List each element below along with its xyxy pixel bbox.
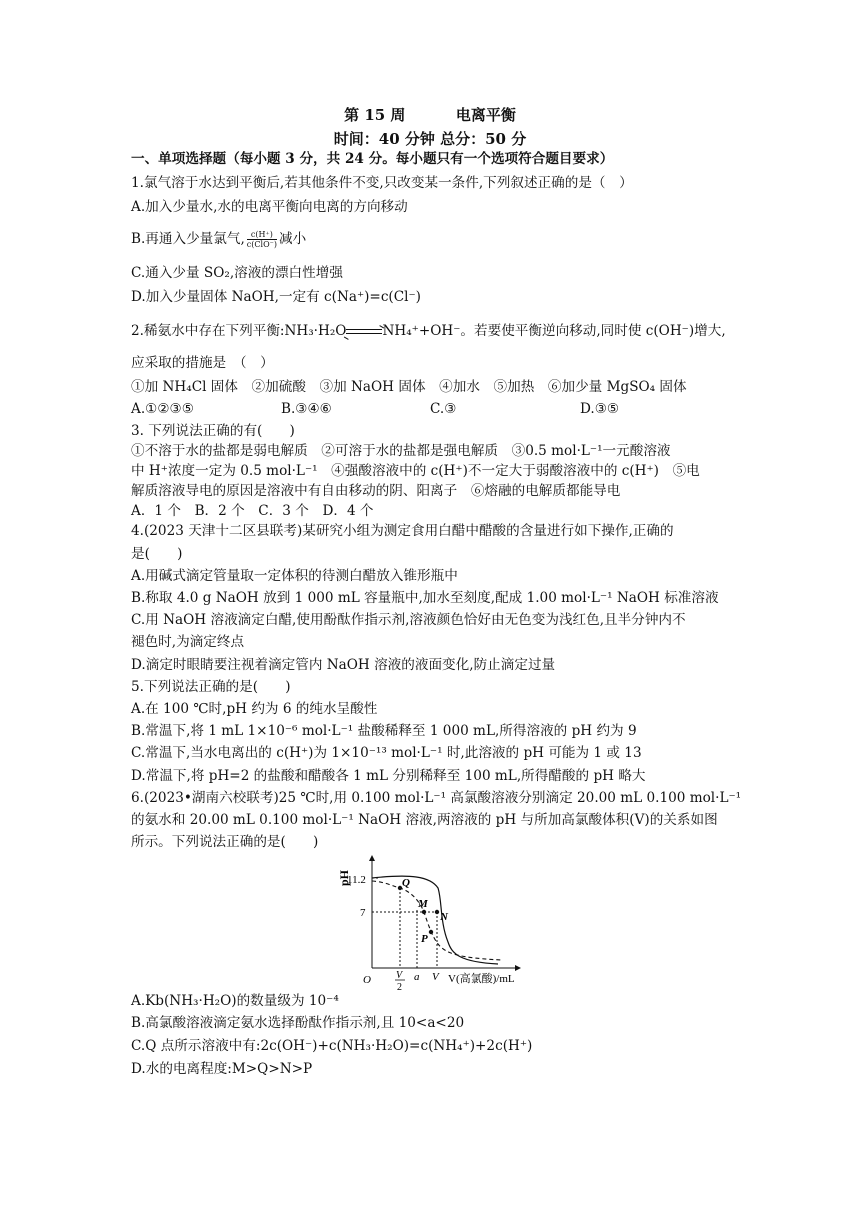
x-tick-v: V — [432, 971, 439, 983]
label-m: M — [418, 898, 428, 910]
label-n: N — [440, 911, 448, 923]
point-p — [429, 930, 433, 934]
q4-option-c-2: 褪色时,为滴定终点 — [131, 634, 245, 650]
q5-option-b: B.常温下,将 1 mL 1×10⁻⁶ mol·L⁻¹ 盐酸稀释至 1 000 mL,所得溶液的 pH 约为 9 — [131, 723, 637, 739]
equilibrium-arrow-icon — [346, 328, 382, 336]
q3-stem: 3. 下列说法正确的有( ) — [131, 423, 295, 439]
q1-option-a: A.加入少量水,水的电离平衡向电离的方向移动 — [131, 199, 408, 215]
q2-stem-pre: 2.稀氨水中存在下列平衡:NH₃·H₂O — [131, 323, 347, 339]
q3-line-1: ①不溶于水的盐都是弱电解质 ②可溶于水的盐都是强电解质 ③0.5 mol·L⁻¹一元酸溶液 — [131, 443, 671, 459]
x-tick-v-half-den: 2 — [397, 982, 402, 993]
q3-line-3: 解质溶液导电的原因是溶液中有自由移动的阴、阳离子 ⑥熔融的电解质都能导电 — [131, 483, 621, 499]
section-heading: 一、单项选择题（每小题 3 分，共 24 分。每小题只有一个选项符合题目要求） — [131, 151, 614, 167]
q1-option-b — [131, 230, 306, 249]
q4-option-d: D.滴定时眼睛要注视着滴定管内 NaOH 溶液的液面变化,防止滴定过量 — [131, 657, 556, 673]
label-p: P — [421, 933, 428, 945]
page-subtitle: 时间：40 分钟 总分：50 分 — [333, 130, 527, 148]
q2-stem — [131, 322, 726, 340]
q1-fraction-den: c(ClO⁻) — [246, 240, 277, 249]
q6-option-b: B.高氯酸溶液滴定氨水选择酚酞作指示剂,且 10<a<20 — [131, 1015, 465, 1031]
q1-option-c: C.通入少量 SO₂,溶液的漂白性增强 — [131, 265, 343, 281]
origin-label: O — [363, 974, 371, 986]
x-axis-label: V(高氯酸)/mL — [448, 973, 515, 985]
q6-option-d: D.水的电离程度:M>Q>N>P — [131, 1061, 313, 1077]
q5-stem: 5.下列说法正确的是( ) — [131, 679, 291, 695]
q2-option-a: A.①②③⑤ — [131, 401, 194, 417]
q4-option-b: B.称取 4.0 g NaOH 放到 1 000 mL 容量瓶中,加水至刻度,配成 1.00 mol·L⁻¹ NaOH 标准溶液 — [131, 590, 719, 606]
q6-option-a: A.Kb(NH₃·H₂O)的数量级为 10⁻⁴ — [131, 993, 339, 1009]
q2-option-d: D.③⑤ — [580, 401, 620, 417]
q5-option-a: A.在 100 ℃时,pH 约为 6 的纯水呈酸性 — [131, 701, 378, 717]
q2-stem-2: 应采取的措施是 （ ） — [131, 355, 274, 371]
x-tick-a: a — [414, 971, 420, 983]
q1-stem: 1.氯气溶于水达到平衡后,若其他条件不变,只改变某一条件,下列叙述正确的是（ ） — [131, 175, 633, 191]
q2-list: ①加 NH₄Cl 固体 ②加硫酸 ③加 NaOH 固体 ④加水 ⑤加热 ⑥加少量 MgSO₄ 固体 — [131, 379, 687, 395]
q6-stem-3: 所示。下列说法正确的是( ) — [131, 834, 319, 850]
x-tick-v-half-num: V — [396, 970, 403, 981]
q2-stem-post: NH₄⁺+OH⁻。若要使平衡逆向移动,同时使 c(OH⁻)增大, — [382, 323, 726, 339]
page-title — [0, 104, 860, 125]
label-q: Q — [402, 877, 410, 889]
title-topic: 电离平衡 — [455, 106, 516, 124]
title-week: 第 15 周 — [344, 106, 406, 124]
point-n — [435, 910, 439, 914]
point-m — [422, 910, 426, 914]
titration-curve-figure — [320, 850, 540, 995]
q3-options: A．1 个 B．2 个 C．3 个 D．4 个 — [131, 503, 374, 519]
q5-option-c: C.常温下,当水电离出的 c(H⁺)为 1×10⁻¹³ mol·L⁻¹ 时,此溶液的 pH 可能为 1 或 13 — [131, 745, 642, 761]
q6-stem-1: 6.(2023•湖南六校联考)25 ℃时,用 0.100 mol·L⁻¹ 高氯酸溶液分别滴定 20.00 mL 0.100 mol·L⁻¹ — [131, 790, 742, 806]
q1-option-b-tail: 减小 — [278, 231, 307, 247]
q4-stem-2: 是( ) — [131, 546, 183, 562]
y-tick-11-2: 11.2 — [347, 874, 366, 886]
q1-fraction — [247, 230, 277, 249]
y-tick-7: 7 — [360, 907, 366, 919]
q4-stem-1: 4.(2023 天津十二区县联考)某研究小组为测定食用白醋中醋酸的含量进行如下操作,正确的 — [131, 523, 674, 539]
y-axis-label: pH — [337, 869, 351, 886]
q1-fraction-num: c(H⁺) — [247, 230, 277, 240]
q6-option-c: C.Q 点所示溶液中有:2c(OH⁻)+c(NH₃·H₂O)=c(NH₄⁺)+2c(H⁺) — [131, 1038, 533, 1054]
q4-option-a: A.用碱式滴定管量取一定体积的待测白醋放入锥形瓶中 — [131, 568, 458, 584]
q3-line-2: 中 H⁺浓度一定为 0.5 mol·L⁻¹ ④强酸溶液中的 c(H⁺)不一定大于弱酸溶液中的 c(H⁺) ⑤电 — [131, 463, 700, 479]
q5-option-d: D.常温下,将 pH=2 的盐酸和醋酸各 1 mL 分别稀释至 100 mL,所得醋酸的 pH 略大 — [131, 768, 646, 784]
q4-option-c-1: C.用 NaOH 溶液滴定白醋,使用酚酞作指示剂,溶液颜色恰好由无色变为浅红色,且半分钟内不 — [131, 612, 686, 628]
q1-option-b-text: B.再通入少量氯气, — [131, 231, 245, 247]
q6-stem-2: 的氨水和 20.00 mL 0.100 mol·L⁻¹ NaOH 溶液,两溶液的 pH 与所加高氯酸体积(V)的关系如图 — [131, 812, 718, 828]
q2-option-b: B.③④⑥ — [281, 401, 332, 417]
q2-option-c: C.③ — [430, 401, 457, 417]
q1-option-d: D.加入少量固体 NaOH,一定有 c(Na⁺)=c(Cl⁻) — [131, 289, 421, 305]
naoh-curve — [372, 876, 498, 964]
